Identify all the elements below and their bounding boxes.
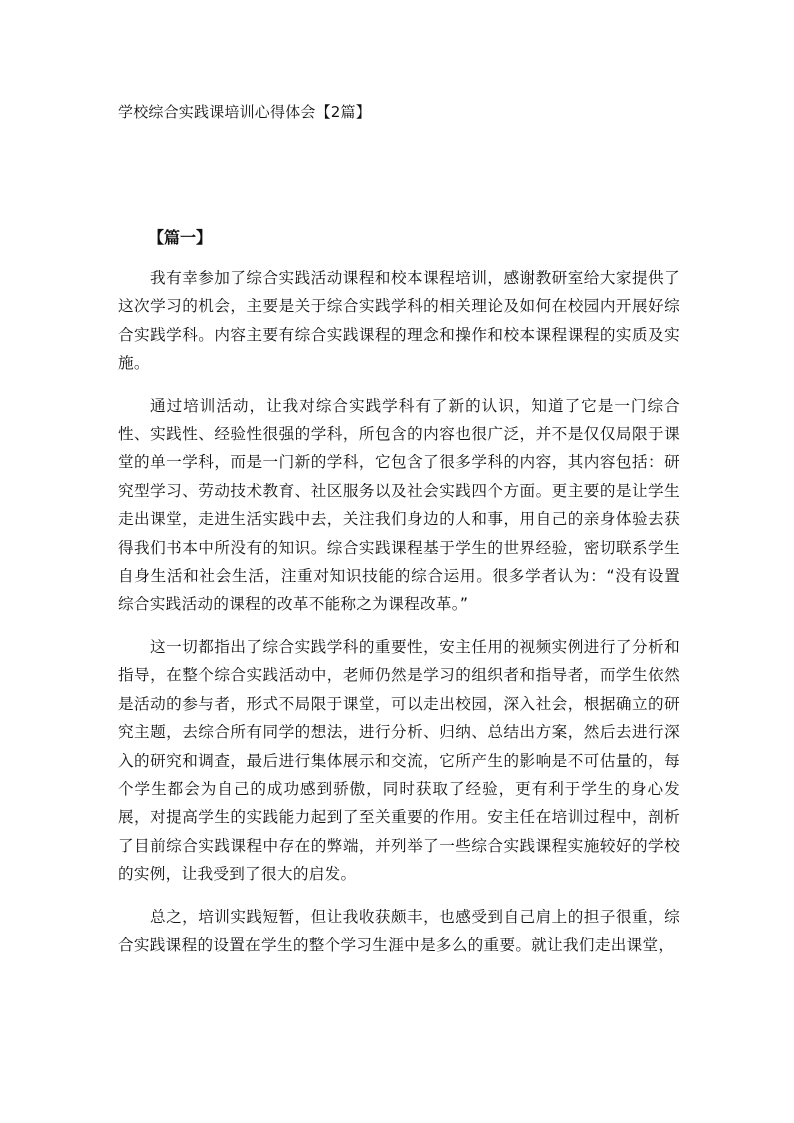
paragraph-2: 通过培训活动，让我对综合实践学科有了新的认识，知道了它是一门综合性、实践性、经验性很强的学科，所包含的内容也很广泛，并不是仅仅局限于课堂的单一学科，而是一门新的学科，它包含了很多学科的内容，其内容包括：研究型学习、劳动技术教育、社区服务以及社会实践四个方面。更主要的是让学生走出课堂，走进生活实践中去，关注我们身边的人和事，用自己的亲身体验去获得我们书本中所没有的知识。综合实践课程基于学生的世界经验，密切联系学生自身生活和社会生活，注重对知识技能的综合运用。很多学者认为：“没有设置综合实践活动的课程的改革不能称之为课程改革。” — [118, 396, 680, 614]
paragraph-1: 我有幸参加了综合实践活动课程和校本课程培训，感谢教研室给大家提供了这次学习的机会，主要是关于综合实践学科的相关理论及如何在校园内开展好综合实践学科。内容主要有综合实践课程的理念和操作和校本课程课程的实质及实施。 — [118, 269, 680, 373]
section-heading: 【篇一】 — [148, 228, 213, 247]
paragraph-4: 总之，培训实践短暂，但让我收获颇丰，也感受到自己肩上的担子很重，综合实践课程的设置在学生的整个学习生涯中是多么的重要。就让我们走出课堂， — [118, 907, 680, 954]
paragraph-3: 这一切都指出了综合实践学科的重要性，安主任用的视频实例进行了分析和指导，在整个综合实践活动中，老师仍然是学习的组织者和指导者，而学生依然是活动的参与者，形式不局限于课堂，可以走出校园，深入社会，根据确立的研究主题，去综合所有同学的想法，进行分析、归纳、总结出方案，然后去进行深入的研究和调查，最后进行集体展示和交流，它所产生的影响是不可估量的，每个学生都会为自己的成功感到骄傲，同时获取了经验，更有利于学生的身心发展，对提高学生的实践能力起到了至关重要的作用。安主任在培训过程中，剖析了目前综合实践课程中存在的弊端，并列举了一些综合实践课程实施较好的学校的实例，让我受到了很大的启发。 — [118, 637, 680, 884]
document-body — [118, 264, 680, 973]
document-title: 学校综合实践课培训心得体会【2篇】 — [118, 103, 371, 121]
